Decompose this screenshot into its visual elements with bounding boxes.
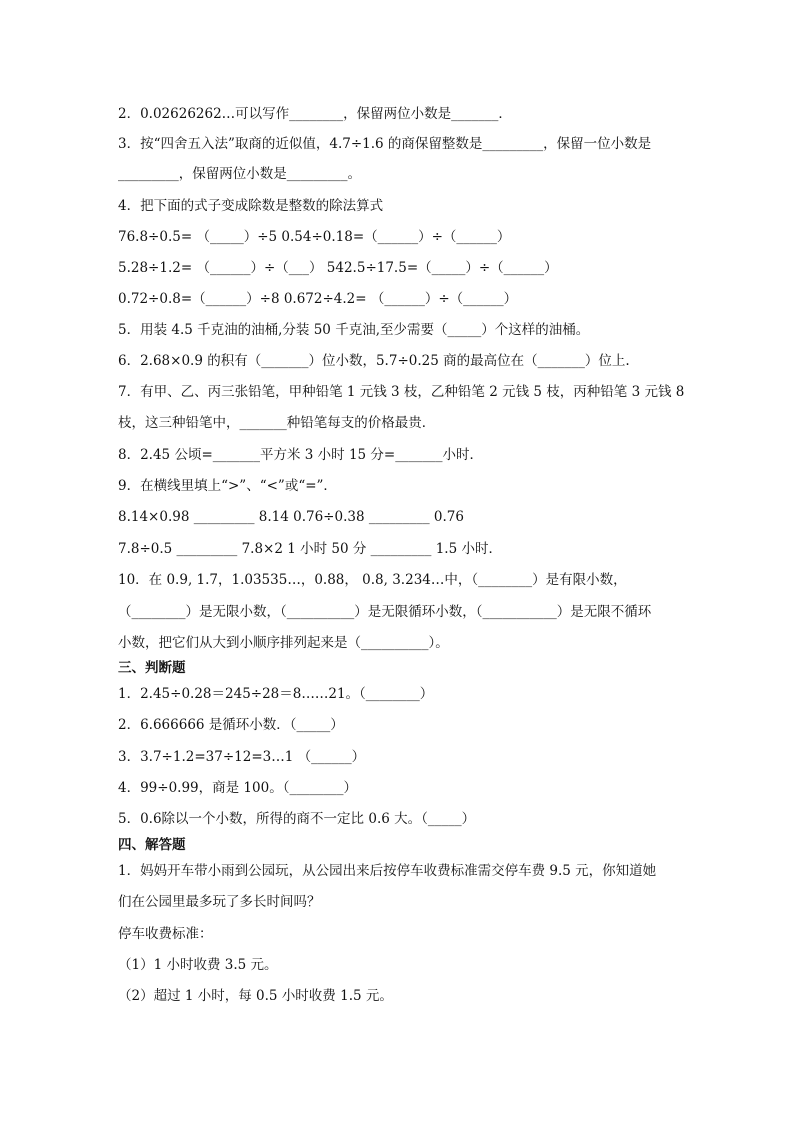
judgment-5: 5．0.6除以一个小数，所得的商不一定比 0.6 大。（_____） — [118, 811, 476, 827]
parking-fee-rule-2: （2）超过 1 小时，每 0.5 小时收费 1.5 元。 — [118, 988, 393, 1004]
question-8: 8．2.45 公顷=_______平方米 3 小时 15 分=_______小时． — [118, 447, 483, 463]
question-2: 2．0.02626262…可以写作________，保留两位小数是_______． — [118, 106, 512, 122]
question-10-cont-2: 小数，把它们从大到小顺序排列起来是（__________）。 — [118, 635, 449, 651]
question-9: 9．在横线里填上“>”、“<”或“=”． — [118, 478, 337, 494]
section-heading-solve: 四、解答题 — [118, 837, 186, 853]
judgment-4: 4．99÷0.99，商是 100。（________） — [118, 780, 357, 796]
question-9-row-1: 8.14×0.98 _________ 8.14 0.76÷0.38 _________ 0.76 — [118, 509, 464, 525]
question-3: 3．按“四舍五入法”取商的近似值，4.7÷1.6 的商保留整数是_________，保留一位小数是 — [118, 136, 652, 152]
question-3-cont: _________，保留两位小数是_________。 — [118, 166, 361, 182]
judgment-2: 2．6.666666 是循环小数．（_____） — [118, 717, 344, 733]
parking-fee-title: 停车收费标准： — [118, 926, 213, 942]
question-4-row-1: 76.8÷0.5= （_____）÷5 0.54÷0.18=（______）÷（______） — [118, 229, 511, 245]
question-9-row-2: 7.8÷0.5 _________ 7.8×2 1 小时 50 分 _________ 1.5 小时． — [118, 541, 502, 557]
question-7: 7．有甲、乙、丙三张铅笔，甲种铅笔 1 元钱 3 枝，乙种铅笔 2 元钱 5 枝，丙种铅笔 3 元钱 8 — [118, 384, 685, 400]
question-4: 4．把下面的式子变成除数是整数的除法算式 — [118, 198, 384, 214]
question-7-cont: 枝，这三种铅笔中，_______种铅笔每支的价格最贵． — [118, 415, 436, 431]
parking-fee-rule-1: （1）1 小时收费 3.5 元。 — [118, 957, 278, 973]
judgment-1: 1．2.45÷0.28＝245÷28＝8……21。（________） — [118, 686, 434, 702]
question-4-row-2: 5.28÷1.2= （______）÷（___） 542.5÷17.5=（_____）÷（______） — [118, 260, 558, 276]
question-10: 10．在 0.9, 1.7，1.03535…，0.88， 0.8, 3.234…中，（________）是有限小数， — [118, 572, 627, 588]
section-heading-judgment: 三、判断题 — [118, 660, 186, 676]
question-6: 6．2.68×0.9 的积有（_______）位小数，5.7÷0.25 商的最高位在（_______）位上. — [118, 353, 630, 369]
question-10-cont-1: （________）是无限小数，（__________）是无限循环小数，（___________）是无限不循环 — [118, 604, 652, 620]
judgment-3: 3．3.7÷1.2=37÷12=3…1 （______） — [118, 749, 366, 765]
question-5: 5．用装 4.5 千克油的油桶,分装 50 千克油,至少需要（_____）个这样的油桶。 — [118, 322, 590, 338]
solve-1-cont: 们在公园里最多玩了多长时间吗？ — [118, 894, 321, 910]
solve-1: 1．妈妈开车带小雨到公园玩，从公园出来后按停车收费标准需交停车费 9.5 元，你知道她 — [118, 863, 657, 879]
question-4-row-3: 0.72÷0.8=（______）÷8 0.672÷4.2= （______）÷（______） — [118, 291, 518, 307]
